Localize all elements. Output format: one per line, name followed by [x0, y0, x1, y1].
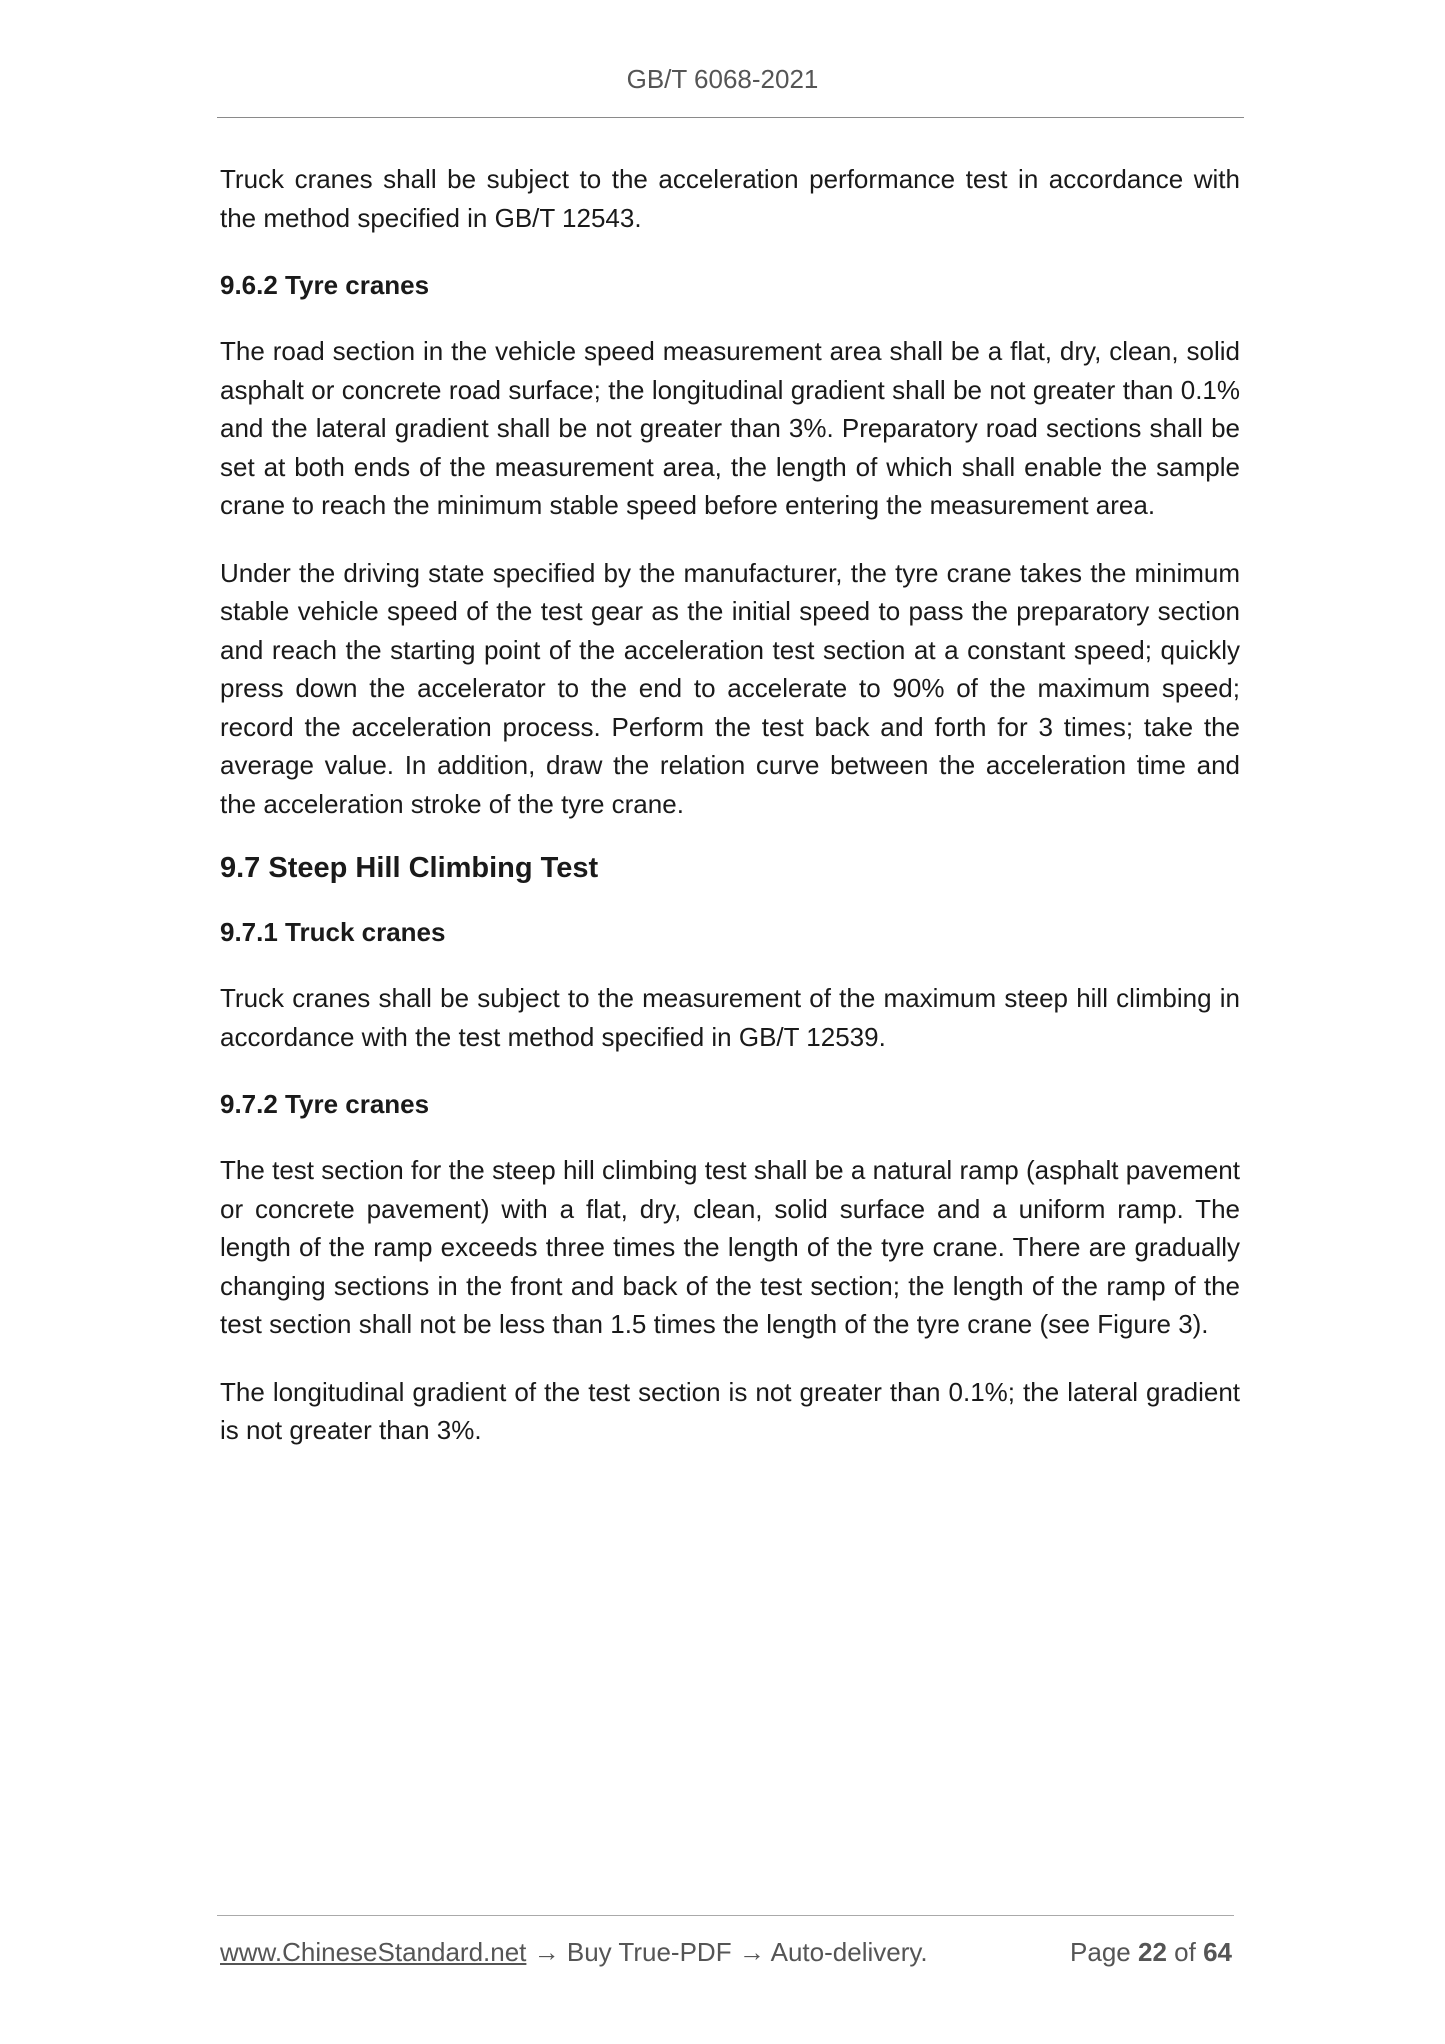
- paragraph-test-section-ramp: The test section for the steep hill climbing test shall be a natural ramp (asphalt pavement or concrete pavement) with a flat, dry, clean, solid surface and a uniform ramp. The length of the ramp exceeds three times the length of the tyre crane. There are gradually changing sections in the front and back of the test section; the length of the ramp of the test section shall not be less than 1.5 times the length of the tyre crane (see Figure 3).: [220, 1155, 1240, 1339]
- document-code-header: GB/T 6068-2021: [626, 64, 819, 94]
- header-divider: [217, 117, 1244, 118]
- buy-true-pdf-text: Buy True-PDF: [566, 1937, 732, 1967]
- page-indicator: [1070, 1935, 1232, 1969]
- heading-9-7: 9.7 Steep Hill Climbing Test: [220, 852, 599, 884]
- page-current-number: 22: [1138, 1937, 1167, 1967]
- arrow-right-icon: →: [738, 1937, 765, 1967]
- document-body: [220, 160, 1240, 1479]
- paragraph-truck-acceleration: Truck cranes shall be subject to the acceleration performance test in accordance with the method specified in GB/T 12543.: [220, 164, 1240, 233]
- heading-9-7-1: 9.7.1 Truck cranes: [220, 917, 446, 947]
- page-of-label: of: [1174, 1937, 1196, 1967]
- footer-divider: [217, 1915, 1234, 1916]
- heading-9-6-2: 9.6.2 Tyre cranes: [220, 270, 430, 300]
- arrow-right-icon: →: [533, 1937, 560, 1967]
- auto-delivery-text: Auto-delivery.: [770, 1937, 928, 1967]
- chinesestandard-link[interactable]: www.ChineseStandard.net: [220, 1937, 527, 1967]
- page-total-number: 64: [1203, 1937, 1232, 1967]
- paragraph-truck-hill-climbing: Truck cranes shall be subject to the measurement of the maximum steep hill climbing in accordance with the test method specified in GB/T 12539.: [220, 983, 1240, 1052]
- paragraph-gradient-limits: The longitudinal gradient of the test section is not greater than 0.1%; the lateral gradient is not greater than 3%.: [220, 1376, 1240, 1445]
- paragraph-driving-state: Under the driving state specified by the manufacturer, the tyre crane takes the minimum stable vehicle speed of the test gear as the initial speed to pass the preparatory section and reach the starting point of the acceleration test section at a constant speed; quickly press down the accelerator to the end to accelerate to 90% of the maximum speed; record the acceleration process. Perform the test back and forth for 3 times; take the average value. In addition, draw the relation curve between the acceleration time and the acceleration stroke of the tyre crane.: [220, 557, 1240, 819]
- heading-9-7-2: 9.7.2 Tyre cranes: [220, 1089, 430, 1119]
- footer-promo: [220, 1935, 928, 1969]
- paragraph-road-section: The road section in the vehicle speed measurement area shall be a flat, dry, clean, solid asphalt or concrete road surface; the longitudinal gradient shall be not greater than 0.1% and the lateral gradient shall be not greater than 3%. Preparatory road sections shall be set at both ends of the measurement area, the length of which shall enable the sample crane to reach the minimum stable speed before entering the measurement area.: [220, 336, 1240, 520]
- page-label: Page: [1070, 1937, 1131, 1967]
